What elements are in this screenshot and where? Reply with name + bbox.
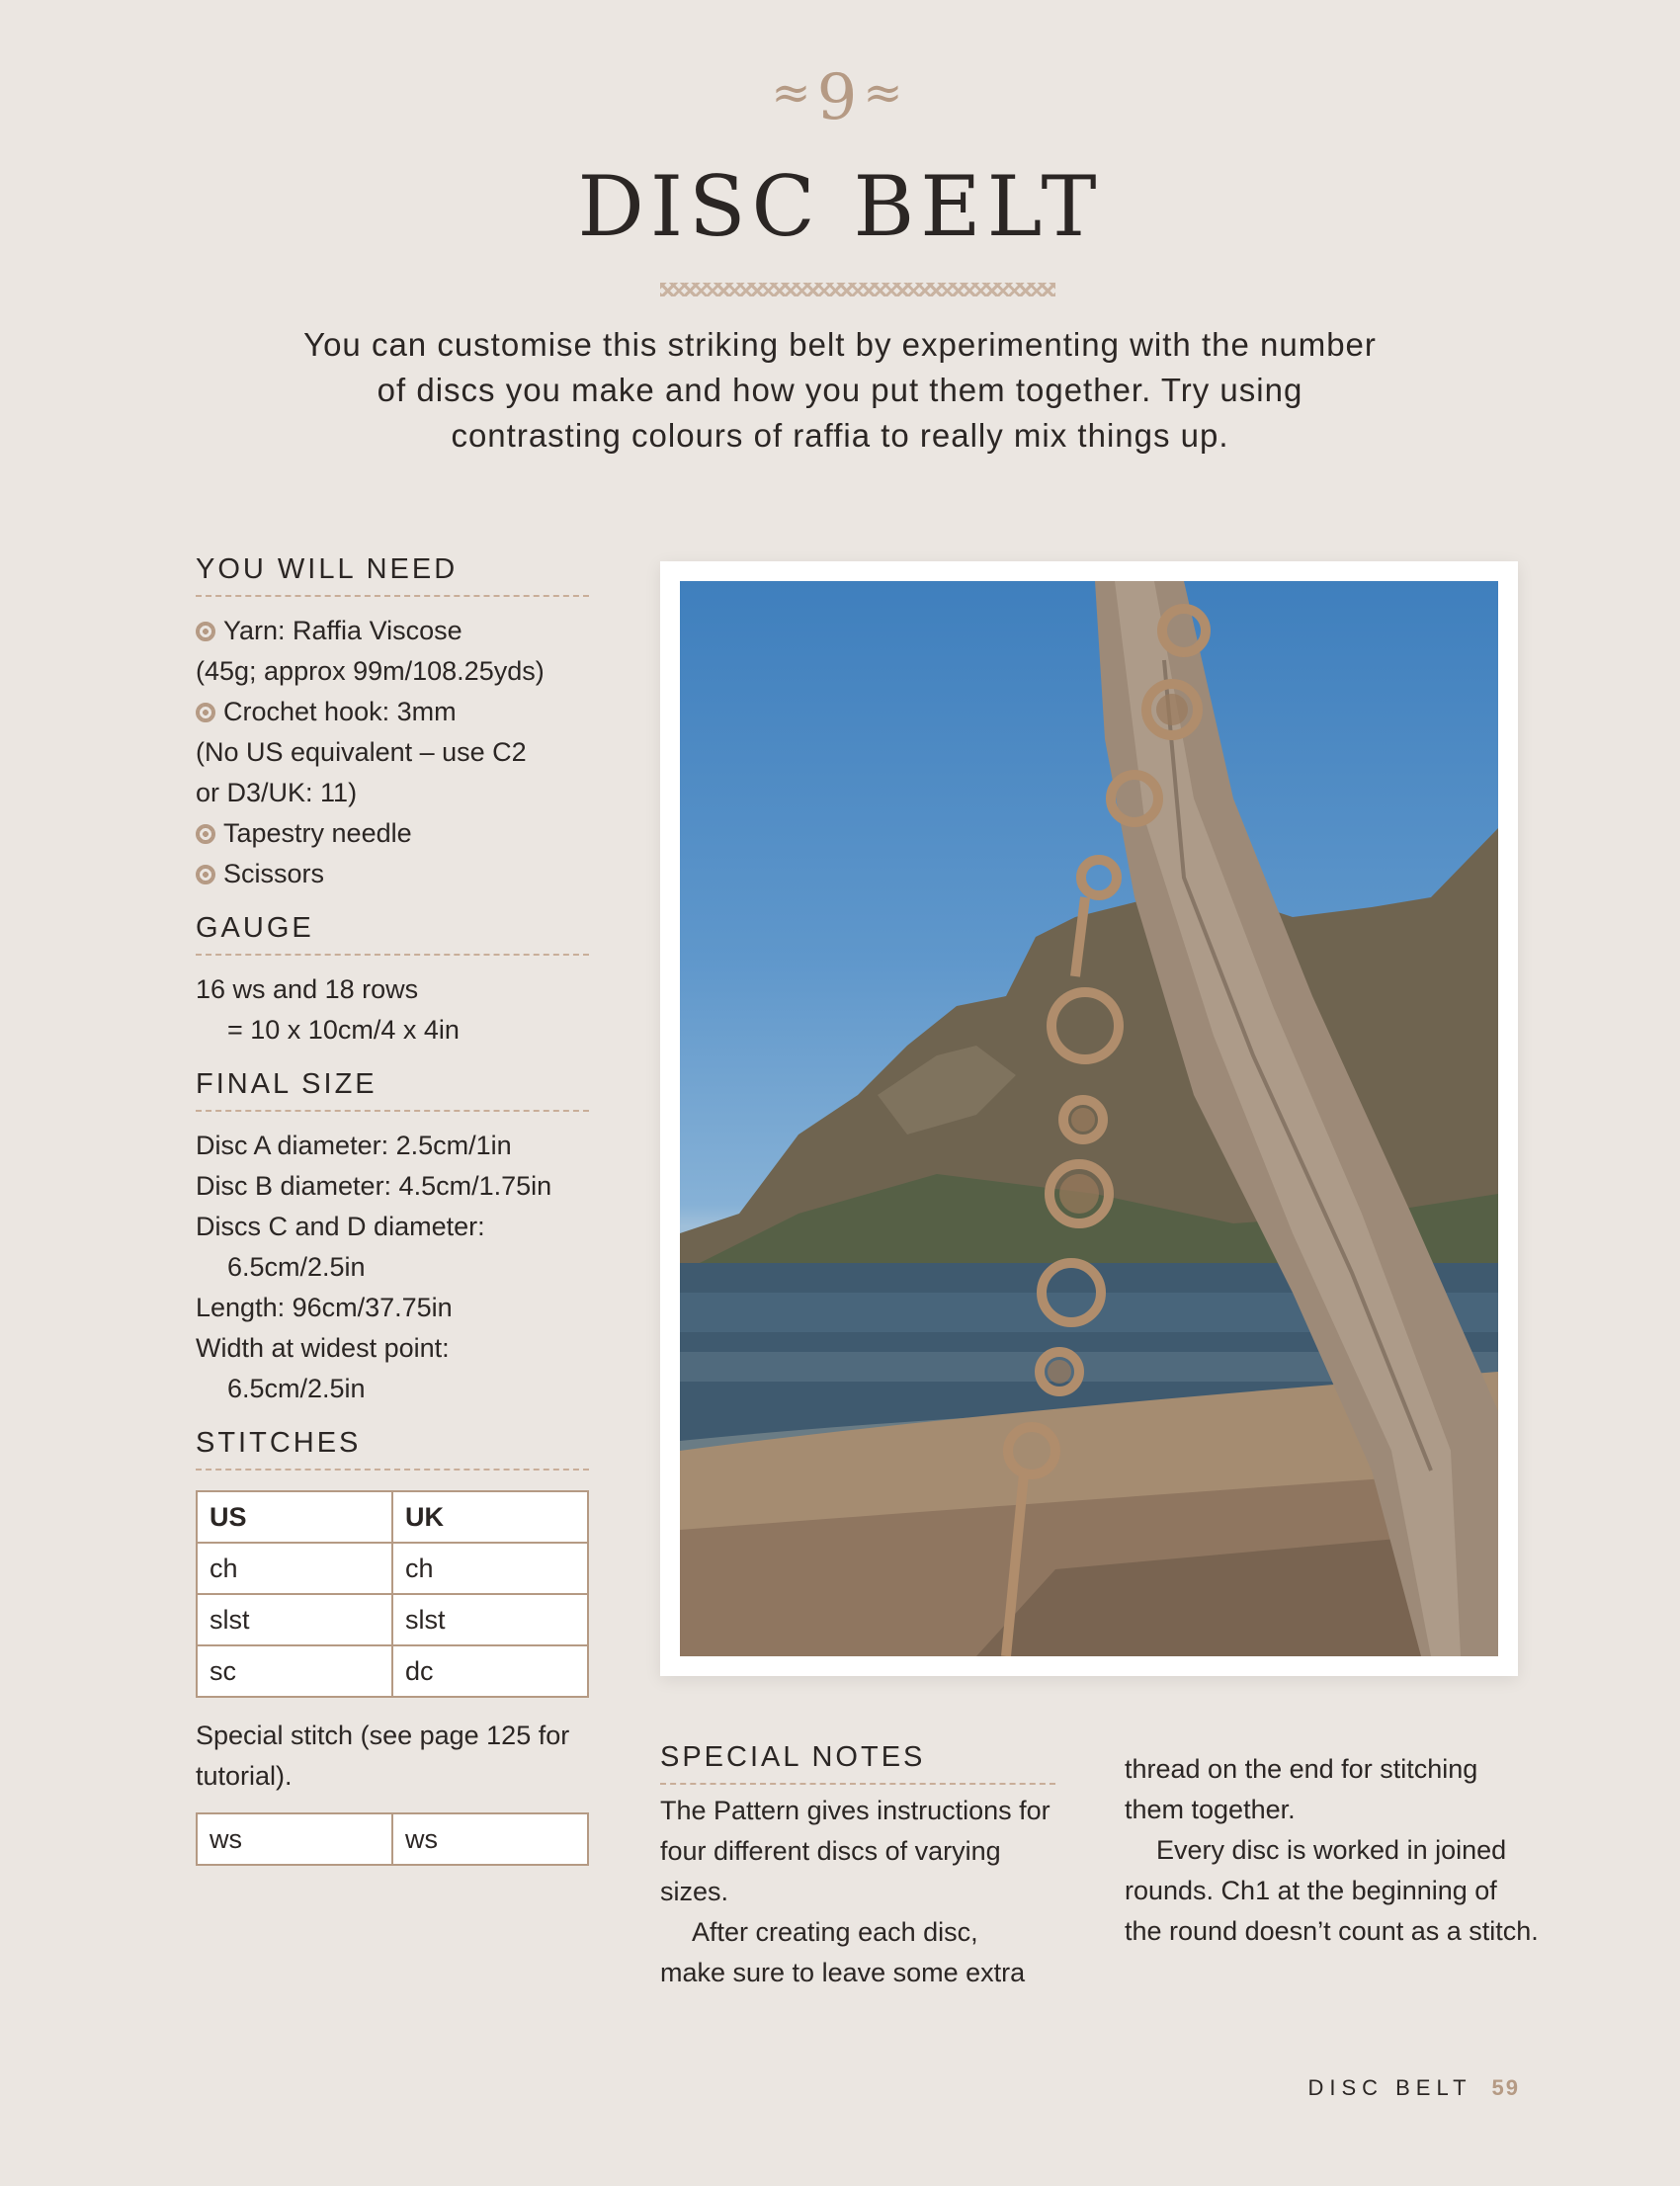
notes-paragraph-1: The Pattern gives instructions for four different discs of varying sizes. <box>660 1796 1050 1906</box>
you-will-need-heading: YOU WILL NEED <box>196 553 589 597</box>
spiral-bullet-icon <box>196 824 215 844</box>
page-number: 59 <box>1491 2075 1520 2100</box>
final-size-heading: FINAL SIZE <box>196 1068 589 1112</box>
table-row: sc dc <box>197 1645 588 1697</box>
special-notes-column-2 <box>1125 1749 1540 1952</box>
spiral-bullet-icon <box>196 622 215 641</box>
list-item-detail: (45g; approx 99m/108.25yds) <box>196 656 545 686</box>
list-item: Crochet hook: 3mm <box>196 692 589 732</box>
table-row: slst slst <box>197 1594 588 1645</box>
chapter-number-text: 9 <box>816 61 864 134</box>
notes-paragraph-2-end: thread on the end for stitching them together. <box>1125 1754 1478 1824</box>
wave-ornament-left: ≈ <box>771 65 817 121</box>
table-header-row <box>197 1491 588 1543</box>
stitches-table <box>196 1490 589 1698</box>
notes-paragraph-3: Every disc is worked in joined rounds. Ch1 at the beginning of the round doesn’t count as a stitch. <box>1125 1835 1539 1946</box>
special-stitch-note: Special stitch (see page 125 for tutorial). <box>196 1721 570 1791</box>
notes-paragraph-2-continued: make sure to leave some extra <box>660 1958 1026 1987</box>
decorative-rule <box>660 283 1055 296</box>
special-notes-column-1 <box>660 1791 1075 1993</box>
list-item-detail: or D3/UK: 11) <box>196 778 358 807</box>
column-header-us: US <box>197 1491 392 1543</box>
belt-photo <box>680 581 1498 1656</box>
page-title: DISC BELT <box>577 158 1103 255</box>
beach-scene-illustration <box>680 581 1498 1656</box>
materials-list <box>196 611 589 894</box>
running-title: DISC BELT <box>1307 2075 1472 2100</box>
spiral-bullet-icon <box>196 865 215 884</box>
special-stitch-table <box>196 1812 589 1866</box>
table-row: ch ch <box>197 1543 588 1594</box>
table-row: ws ws <box>197 1813 588 1865</box>
list-item: Tapestry needle <box>196 813 589 854</box>
list-item: Yarn: Raffia Viscose <box>196 611 589 651</box>
photo-frame <box>660 561 1518 1676</box>
page-footer <box>1307 2075 1520 2101</box>
list-item-detail: (No US equivalent – use C2 <box>196 737 527 767</box>
chapter-number <box>0 61 1680 134</box>
stitches-heading: STITCHES <box>196 1427 589 1471</box>
gauge-heading: GAUGE <box>196 912 589 956</box>
notes-paragraph-2-start: After creating each disc, <box>692 1917 978 1947</box>
column-header-uk: UK <box>392 1491 588 1543</box>
list-item: Scissors <box>196 854 589 894</box>
final-size-text: Disc A diameter: 2.5cm/1in Disc B diameter: 4.5cm/1.75in Discs C and D diameter: 6.5cm/2.5in Length: 96cm/37.75in Width at widest point: 6.5cm/2.5in <box>196 1131 552 1403</box>
intro-paragraph: You can customise this striking belt by experimenting with the number of discs you make and how you put them together. Try using contrasting colours of raffia to really mix things up. <box>303 326 1377 454</box>
gauge-text: 16 ws and 18 rows = 10 x 10cm/4 x 4in <box>196 974 460 1045</box>
materials-column <box>196 553 589 1866</box>
spiral-bullet-icon <box>196 703 215 722</box>
wave-ornament-right: ≈ <box>863 65 909 121</box>
special-notes-heading: SPECIAL NOTES <box>660 1741 1055 1785</box>
